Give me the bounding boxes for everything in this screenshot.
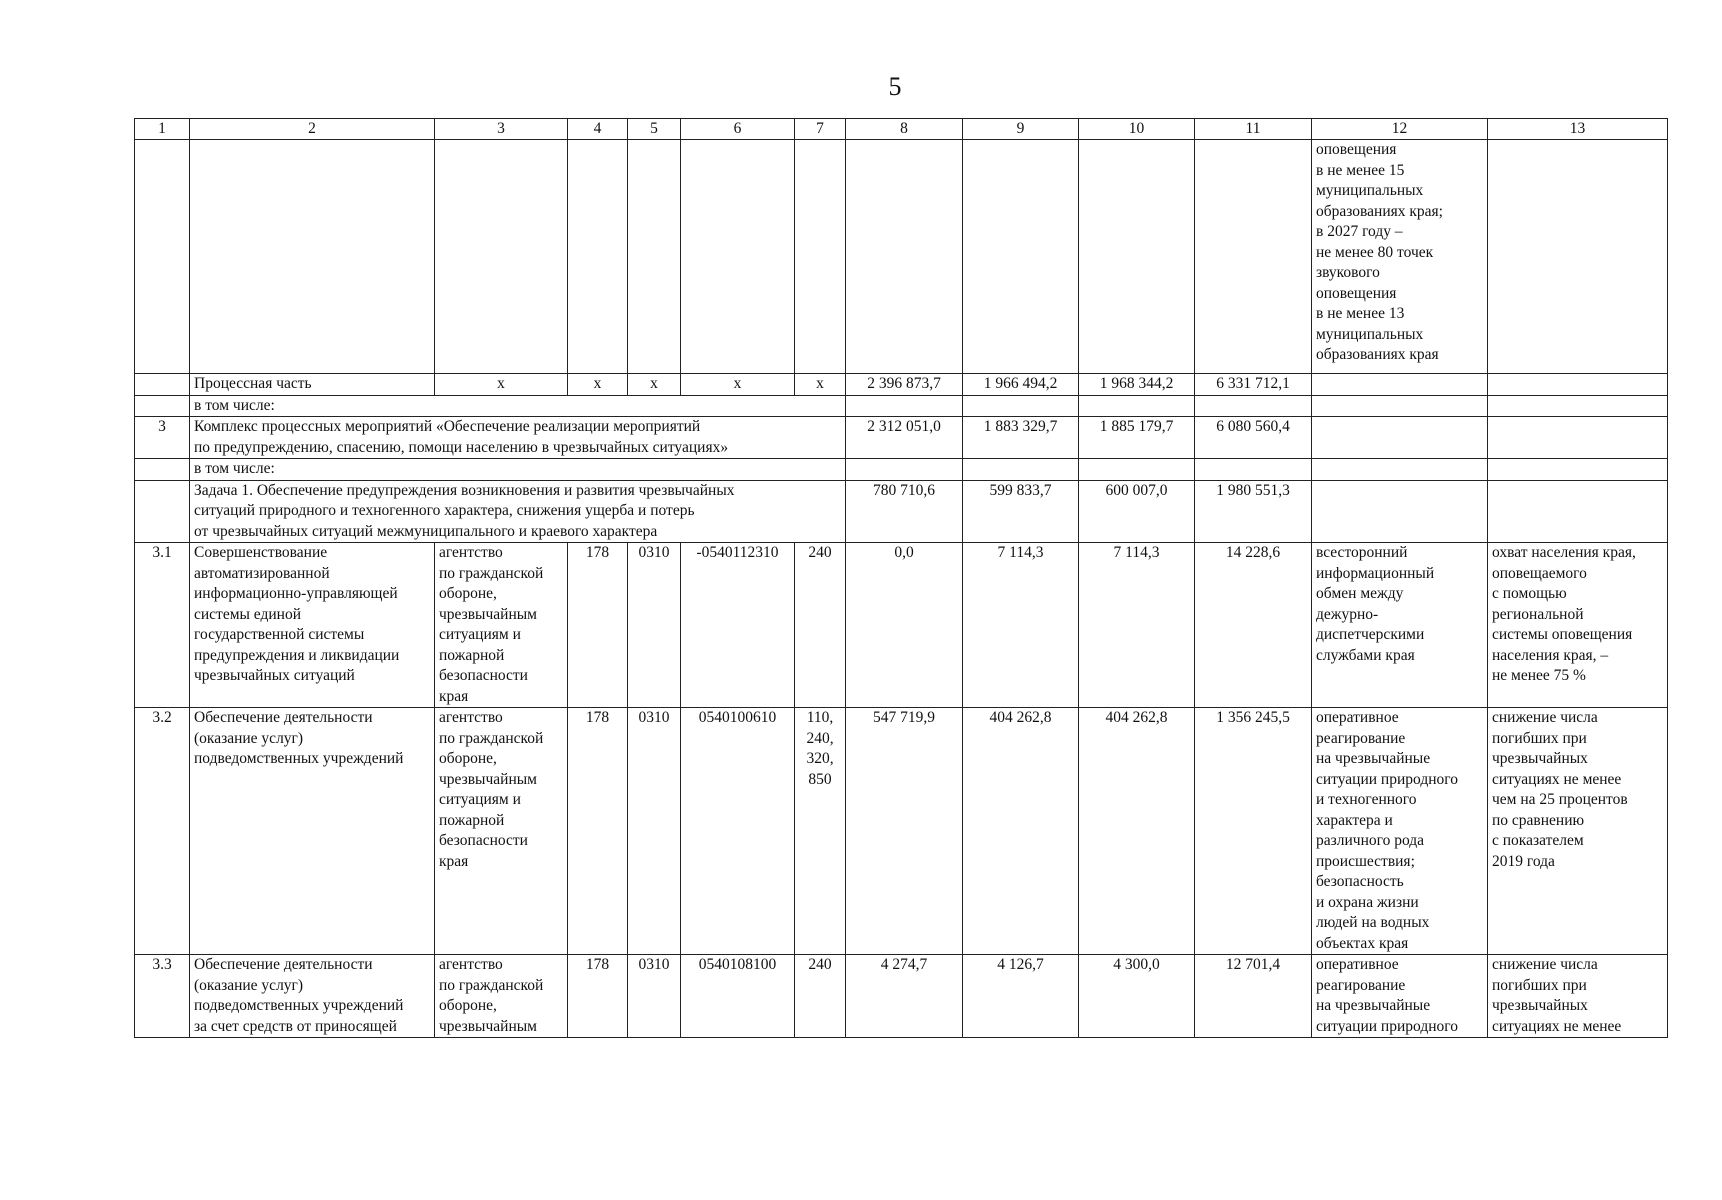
including-label: в том числе: — [190, 459, 846, 481]
row-number: 3.3 — [135, 955, 190, 1038]
row-number: 3.2 — [135, 708, 190, 955]
column-number: 1 — [135, 119, 190, 140]
complex-row — [135, 417, 1668, 459]
target-indicator: снижение числа погибших при чрезвычайных ситуациях не менее чем на 25 процентов по сравнению с показателем 2019 года — [1488, 708, 1668, 955]
column-number: 8 — [846, 119, 963, 140]
value-cell: 404 262,8 — [1079, 708, 1195, 955]
column-number: 12 — [1312, 119, 1488, 140]
page-number: 5 — [888, 72, 902, 101]
expense-type-code: 240 — [795, 543, 846, 708]
x-mark: х — [795, 374, 846, 396]
section-code: 0310 — [628, 543, 681, 708]
column-number: 2 — [190, 119, 435, 140]
grbs-code: 178 — [568, 955, 628, 1038]
value-cell: 4 126,7 — [963, 955, 1079, 1038]
value-cell: 1 883 329,7 — [963, 417, 1079, 459]
column-number: 4 — [568, 119, 628, 140]
value-cell: 7 114,3 — [963, 543, 1079, 708]
value-cell: 2 396 873,7 — [846, 374, 963, 396]
complex-label: Комплекс процессных мероприятий «Обеспечение реализации мероприятий по предупреждению, спасению, помощи населению в чрезвычайных ситуациях» — [190, 417, 846, 459]
section-code: 0310 — [628, 955, 681, 1038]
responsible-agency: агентство по гражданской обороне, чрезвычайным — [435, 955, 568, 1038]
value-cell: 12 701,4 — [1195, 955, 1312, 1038]
process-part-row — [135, 374, 1668, 396]
table-row — [135, 955, 1668, 1038]
row-number: 3 — [135, 417, 190, 459]
continuation-result: оповещения в не менее 15 муниципальных образованиях края; в 2027 году – не менее 80 точек звукового оповещения в не менее 13 муниципальных образованиях края — [1312, 140, 1488, 374]
column-number: 5 — [628, 119, 681, 140]
column-number: 11 — [1195, 119, 1312, 140]
row-number: 3.1 — [135, 543, 190, 708]
event-name: Совершенствование автоматизированной информационно-управляющей системы единой государственной системы предупреждения и ликвидации чрезвычайных ситуаций — [190, 543, 435, 708]
event-name: Обеспечение деятельности (оказание услуг) подведомственных учреждений — [190, 708, 435, 955]
task-row — [135, 480, 1668, 543]
column-number-row — [135, 119, 1668, 140]
value-cell: 780 710,6 — [846, 480, 963, 543]
column-number: 13 — [1488, 119, 1668, 140]
value-cell: 2 312 051,0 — [846, 417, 963, 459]
grbs-code: 178 — [568, 708, 628, 955]
value-cell: 1 980 551,3 — [1195, 480, 1312, 543]
target-indicator: снижение числа погибших при чрезвычайных ситуациях не менее — [1488, 955, 1668, 1038]
value-cell: 1 966 494,2 — [963, 374, 1079, 396]
target-indicator: охват населения края, оповещаемого с помощью региональной системы оповещения населения края, – не менее 75 % — [1488, 543, 1668, 708]
continuation-row — [135, 140, 1668, 374]
including-label: в том числе: — [190, 395, 846, 417]
column-number: 6 — [681, 119, 795, 140]
value-cell: 547 719,9 — [846, 708, 963, 955]
expense-type-code: 110, 240, 320, 850 — [795, 708, 846, 955]
value-cell: 600 007,0 — [1079, 480, 1195, 543]
value-cell: 4 300,0 — [1079, 955, 1195, 1038]
value-cell: 1 968 344,2 — [1079, 374, 1195, 396]
program-table — [134, 118, 1668, 1038]
event-name: Обеспечение деятельности (оказание услуг) подведомственных учреждений за счет средств от приносящей — [190, 955, 435, 1038]
expected-result: оперативное реагирование на чрезвычайные ситуации природного — [1312, 955, 1488, 1038]
x-mark: х — [435, 374, 568, 396]
column-number: 7 — [795, 119, 846, 140]
value-cell: 1 356 245,5 — [1195, 708, 1312, 955]
value-cell: 404 262,8 — [963, 708, 1079, 955]
target-article-code: -0540112310 — [681, 543, 795, 708]
value-cell: 1 885 179,7 — [1079, 417, 1195, 459]
value-cell: 14 228,6 — [1195, 543, 1312, 708]
task-label: Задача 1. Обеспечение предупреждения возникновения и развития чрезвычайных ситуаций природного и техногенного характера, снижения ущерба и потерь от чрезвычайных ситуаций межмуниципального и краевого характера — [190, 480, 846, 543]
value-cell: 7 114,3 — [1079, 543, 1195, 708]
value-cell: 599 833,7 — [963, 480, 1079, 543]
x-mark: х — [628, 374, 681, 396]
process-part-label: Процессная часть — [190, 374, 435, 396]
value-cell: 0,0 — [846, 543, 963, 708]
column-number: 3 — [435, 119, 568, 140]
grbs-code: 178 — [568, 543, 628, 708]
responsible-agency: агентство по гражданской обороне, чрезвычайным ситуациям и пожарной безопасности края — [435, 708, 568, 955]
table-row — [135, 543, 1668, 708]
value-cell: 6 331 712,1 — [1195, 374, 1312, 396]
x-mark: х — [568, 374, 628, 396]
section-code: 0310 — [628, 708, 681, 955]
target-article-code: 0540100610 — [681, 708, 795, 955]
expected-result: оперативное реагирование на чрезвычайные ситуации природного и техногенного характера и различного рода происшествия; безопасность и охрана жизни людей на водных объектах края — [1312, 708, 1488, 955]
x-mark: х — [681, 374, 795, 396]
value-cell: 6 080 560,4 — [1195, 417, 1312, 459]
including-row — [135, 459, 1668, 481]
value-cell: 4 274,7 — [846, 955, 963, 1038]
target-article-code: 0540108100 — [681, 955, 795, 1038]
expense-type-code: 240 — [795, 955, 846, 1038]
table-row — [135, 708, 1668, 955]
responsible-agency: агентство по гражданской обороне, чрезвычайным ситуациям и пожарной безопасности края — [435, 543, 568, 708]
column-number: 9 — [963, 119, 1079, 140]
expected-result: всесторонний информационный обмен между дежурно- диспетчерскими службами края — [1312, 543, 1488, 708]
including-row — [135, 395, 1668, 417]
column-number: 10 — [1079, 119, 1195, 140]
